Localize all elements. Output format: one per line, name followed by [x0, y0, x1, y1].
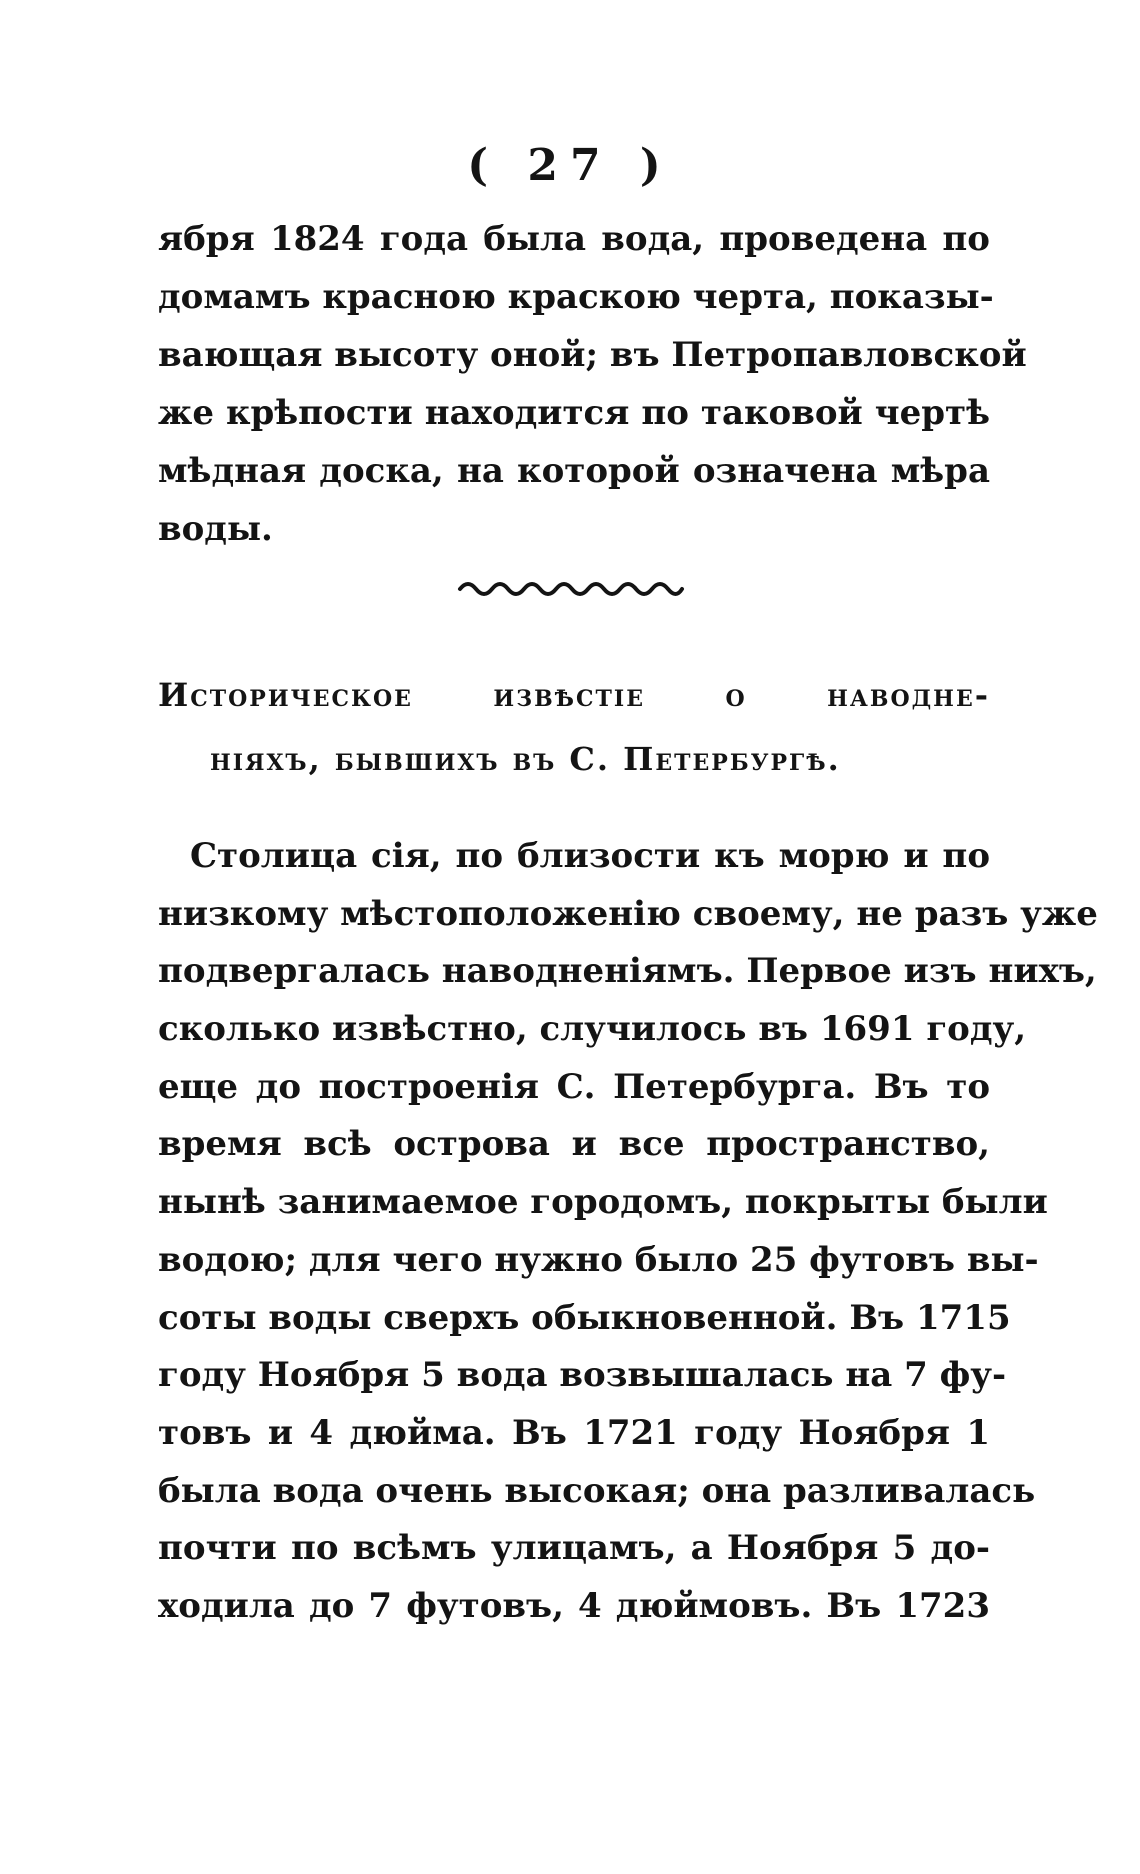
section-heading-line-2: ніяхъ, бывшихъ въ С. Петербургѣ. — [210, 740, 841, 778]
body-paragraph — [158, 828, 1098, 1636]
paragraph-line: подвергалась наводненіямъ. Первое изъ нихъ, — [158, 951, 1097, 992]
paragraph-line: еще до построенія С. Петербурга. Въ то — [158, 1066, 990, 1107]
paragraph-line: году Ноября 5 вода возвышалась на 7 фу- — [158, 1355, 1007, 1396]
paragraph-line: домамъ красною краскою черта, показы- — [158, 277, 994, 317]
paragraph-line: вающая высоту оной; въ Петропавловской — [158, 335, 1027, 375]
page-number: ( 27 ) — [467, 140, 673, 191]
paragraph-line: ября 1824 года была вода, проведена по — [158, 219, 990, 259]
paragraph-line: водою; для чего нужно было 25 футовъ вы- — [158, 1239, 1039, 1280]
paragraph-line: почти по всѣмъ улицамъ, а Ноября 5 до- — [158, 1528, 990, 1569]
paragraph-line: Столица сія, по близости къ морю и по — [190, 836, 990, 876]
paragraph-line: время всѣ острова и все пространство, — [158, 1124, 990, 1165]
paragraph-line: была вода очень высокая; она разливалась — [158, 1470, 1036, 1511]
paragraph-line: соты воды сверхъ обыкновенной. Въ 1715 — [158, 1297, 1011, 1338]
ornament-divider — [456, 576, 686, 602]
paragraph-line: товъ и 4 дюйма. Въ 1721 году Ноября 1 — [158, 1412, 990, 1453]
paragraph-line: ходила до 7 футовъ, 4 дюймовъ. Въ 1723 — [158, 1585, 990, 1626]
paragraph-line: мѣдная доска, на которой означена мѣра — [158, 451, 990, 491]
top-paragraph — [158, 210, 1027, 558]
paragraph-line: сколько извѣстно, случилось въ 1691 году, — [158, 1009, 1027, 1050]
section-heading-line-1: Историческое извѣстіе о наводне- — [158, 676, 990, 714]
paragraph-line: воды. — [158, 509, 273, 549]
paragraph-line: же крѣпости находится по таковой чертѣ — [158, 393, 990, 433]
paragraph-line: низкому мѣстоположенію своему, не разъ уже — [158, 893, 1098, 934]
paragraph-line: нынѣ занимаемое городомъ, покрыты были — [158, 1182, 1048, 1223]
